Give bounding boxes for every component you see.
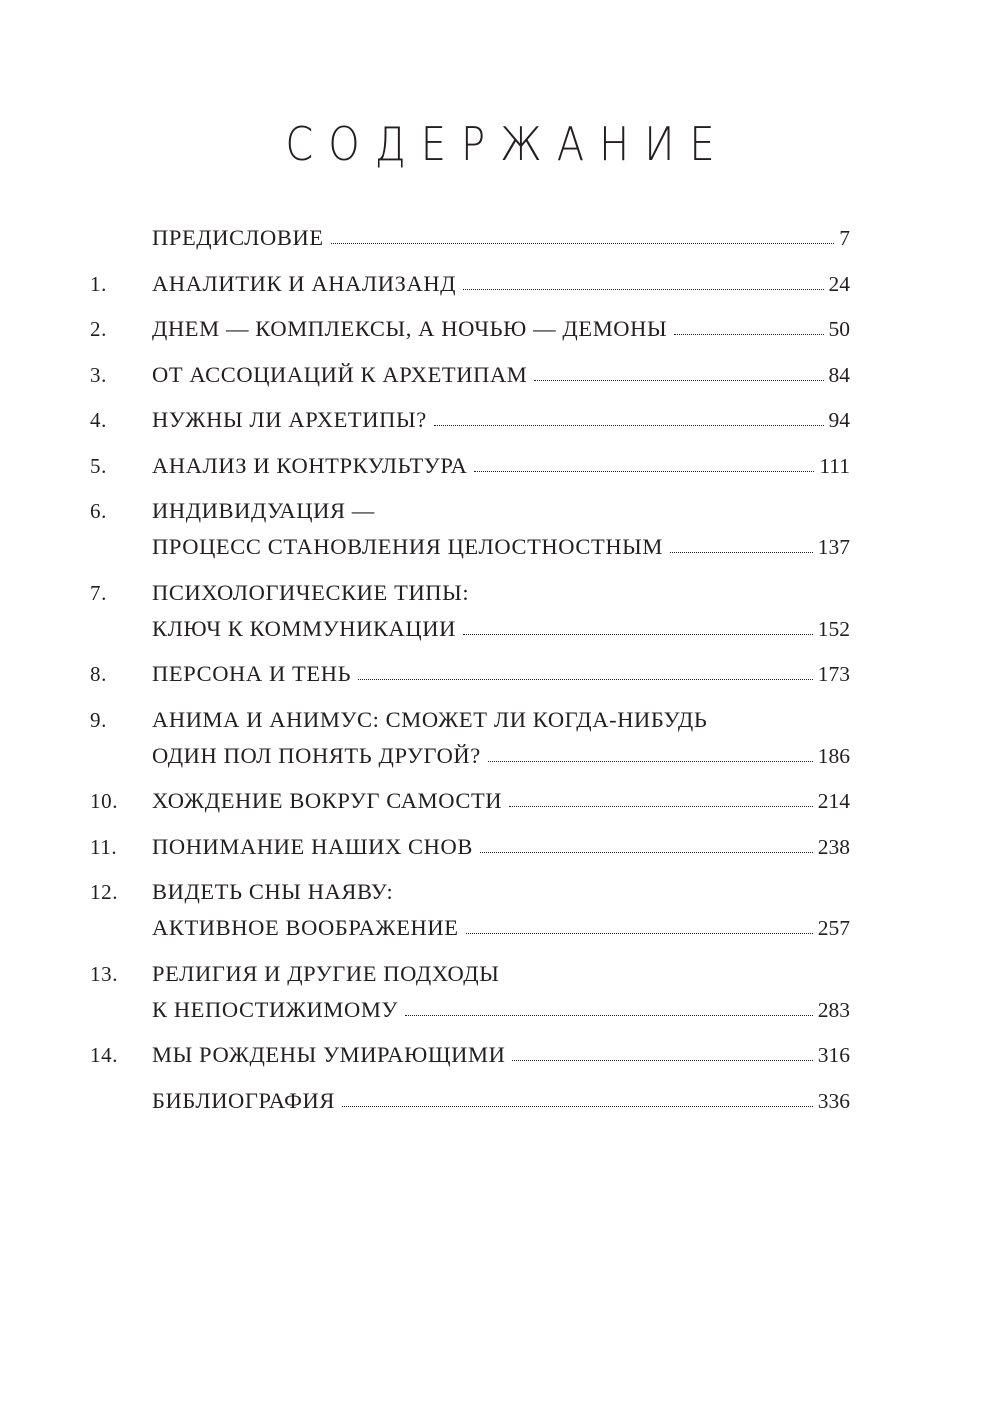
toc-entry-number: 3.: [90, 362, 107, 387]
toc-entry-line: [152, 783, 850, 819]
toc-entry: [90, 956, 850, 1028]
toc-entry-line: [152, 874, 850, 910]
toc-entry-title: КЛЮЧ К КОММУНИКАЦИИ: [152, 615, 456, 641]
toc-entry-number: 11.: [90, 834, 118, 859]
toc-entry-number: 12.: [90, 880, 119, 904]
toc-entry-line: [152, 829, 850, 865]
toc-entry-title: ПЕРСОНА И ТЕНЬ: [152, 661, 352, 686]
toc-entry-line: [152, 956, 850, 992]
page-title: СОДЕРЖАНИЕ: [285, 118, 730, 172]
toc-entry-body: [152, 266, 850, 302]
dot-leader: [480, 851, 813, 853]
dot-leader: [670, 551, 813, 553]
dot-leader: [463, 288, 823, 290]
toc-entry-page-number: 7: [839, 226, 850, 250]
toc-entry-page-number: 257: [817, 916, 850, 940]
toc-entry: [90, 575, 850, 647]
toc-entry-line: [152, 738, 850, 774]
toc-entry-line: [152, 1083, 850, 1119]
dot-leader: [434, 424, 824, 426]
toc-entry-body: [152, 1083, 850, 1119]
toc-entry: [90, 220, 850, 256]
toc-entry-number: 9.: [90, 707, 107, 732]
toc-entry-page-number: 214: [817, 789, 850, 813]
toc-entry-body: [152, 783, 850, 819]
dot-leader: [474, 470, 814, 472]
toc-entry-title: ОДИН ПОЛ ПОНЯТЬ ДРУГОЙ?: [152, 742, 481, 768]
toc-entry-title: АНИМА И АНИМУС: СМОЖЕТ ЛИ КОГДА-НИБУДЬ: [152, 706, 708, 732]
dot-leader: [534, 379, 823, 381]
toc-entry-page-number: 173: [817, 662, 850, 686]
toc-entry: [90, 1083, 850, 1119]
toc-entry-line: [152, 220, 850, 256]
toc-entry-body: [152, 357, 850, 393]
toc-entry-line: [152, 1037, 850, 1073]
toc-entry-page-number: 152: [817, 616, 850, 641]
toc-entry-number: 13.: [90, 961, 119, 986]
table-of-contents: [90, 220, 850, 1128]
toc-entry-body: [152, 311, 850, 347]
toc-entry-line: [152, 529, 850, 565]
toc-entry-line: [152, 611, 850, 647]
toc-entry-line: [152, 311, 850, 347]
toc-entry-body: [152, 956, 850, 1028]
toc-entry-line: [152, 448, 850, 484]
toc-entry: [90, 829, 850, 865]
toc-entry: [90, 448, 850, 484]
dot-leader: [466, 932, 813, 934]
toc-entry-title: ПОНИМАНИЕ НАШИХ СНОВ: [152, 833, 473, 859]
toc-entry-number: 8.: [90, 662, 107, 686]
toc-entry: [90, 357, 850, 393]
toc-entry-line: [152, 266, 850, 302]
toc-entry: [90, 402, 850, 438]
toc-entry-page-number: 94: [828, 408, 850, 432]
dot-leader: [674, 333, 823, 335]
toc-entry-title: АКТИВНОЕ ВООБРАЖЕНИЕ: [152, 915, 459, 940]
dot-leader: [512, 1059, 812, 1061]
toc-entry-number: 5.: [90, 453, 107, 478]
toc-entry: [90, 493, 850, 565]
toc-entry-body: [152, 220, 850, 256]
toc-entry-title: РЕЛИГИЯ И ДРУГИЕ ПОДХОДЫ: [152, 960, 500, 986]
toc-entry-line: [152, 702, 850, 738]
toc-entry-page-number: 186: [817, 743, 850, 768]
toc-entry-body: [152, 829, 850, 865]
toc-entry-title: ПСИХОЛОГИЧЕСКИЕ ТИПЫ:: [152, 579, 470, 605]
toc-entry-line: [152, 992, 850, 1028]
toc-entry-title: ПРОЦЕСС СТАНОВЛЕНИЯ ЦЕЛОСТНОСТНЫМ: [152, 534, 664, 559]
toc-entry-number: [90, 220, 152, 256]
toc-entry: [90, 311, 850, 347]
toc-entry-body: [152, 448, 850, 484]
toc-entry-title: К НЕПОСТИЖИМОМУ: [152, 996, 398, 1022]
toc-entry-title: МЫ РОЖДЕНЫ УМИРАЮЩИМИ: [152, 1042, 506, 1067]
toc-entry-page-number: 111: [819, 453, 850, 478]
dot-leader: [405, 1014, 813, 1016]
toc-entry-body: [152, 656, 850, 692]
toc-entry-title: БИБЛИОГРАФИЯ: [152, 1087, 335, 1113]
dot-leader: [463, 633, 813, 635]
toc-entry-title: АНАЛИЗ И КОНТРКУЛЬТУРА: [152, 452, 468, 478]
toc-entry-title: ВИДЕТЬ СНЫ НАЯВУ:: [152, 879, 394, 904]
dot-leader: [509, 805, 813, 807]
toc-entry-body: [152, 874, 850, 946]
toc-entry-page-number: 50: [828, 317, 850, 341]
toc-entry-body: [152, 402, 850, 438]
toc-entry: [90, 266, 850, 302]
toc-entry-number: [90, 1083, 152, 1119]
toc-entry-line: [152, 357, 850, 393]
toc-entry-body: [152, 702, 850, 774]
toc-entry-page-number: 137: [817, 535, 850, 559]
dot-leader: [342, 1105, 813, 1107]
toc-entry-line: [152, 656, 850, 692]
toc-entry-title: АНАЛИТИК И АНАЛИЗАНД: [152, 270, 457, 296]
toc-entry-page-number: 24: [828, 271, 850, 296]
toc-entry: [90, 1037, 850, 1073]
toc-entry-line: [152, 910, 850, 946]
toc-entry-page-number: 283: [817, 997, 850, 1022]
toc-entry: [90, 656, 850, 692]
dot-leader: [358, 678, 813, 680]
toc-entry-number: 14.: [90, 1043, 119, 1067]
toc-entry-line: [152, 493, 850, 529]
toc-entry-body: [152, 1037, 850, 1073]
toc-entry-number: 2.: [90, 317, 107, 341]
toc-entry: [90, 874, 850, 946]
toc-entry-line: [152, 402, 850, 438]
toc-entry-body: [152, 575, 850, 647]
dot-leader: [488, 760, 813, 762]
toc-entry: [90, 702, 850, 774]
toc-entry-title: ИНДИВИДУАЦИЯ —: [152, 498, 375, 523]
toc-entry-title: ХОЖДЕНИЕ ВОКРУГ САМОСТИ: [152, 788, 503, 813]
toc-entry-body: [152, 493, 850, 565]
toc-entry-page-number: 238: [817, 834, 850, 859]
toc-entry-title: ПРЕДИСЛОВИЕ: [152, 225, 324, 250]
dot-leader: [331, 242, 835, 244]
toc-entry-number: 1.: [90, 271, 107, 296]
toc-entry-number: 4.: [90, 408, 107, 432]
toc-entry-title: ОТ АССОЦИАЦИЙ К АРХЕТИПАМ: [152, 361, 528, 387]
toc-entry-number: 7.: [90, 580, 107, 605]
toc-entry-title: НУЖНЫ ЛИ АРХЕТИПЫ?: [152, 407, 427, 432]
toc-entry-number: 6.: [90, 499, 107, 523]
toc-entry-line: [152, 575, 850, 611]
toc-entry-page-number: 336: [817, 1088, 850, 1113]
toc-entry-page-number: 84: [828, 362, 850, 387]
toc-entry-number: 10.: [90, 789, 119, 813]
toc-entry-title: ДНЕМ — КОМПЛЕКСЫ, А НОЧЬЮ — ДЕМОНЫ: [152, 316, 668, 341]
toc-entry-page-number: 316: [817, 1043, 850, 1067]
toc-entry: [90, 783, 850, 819]
